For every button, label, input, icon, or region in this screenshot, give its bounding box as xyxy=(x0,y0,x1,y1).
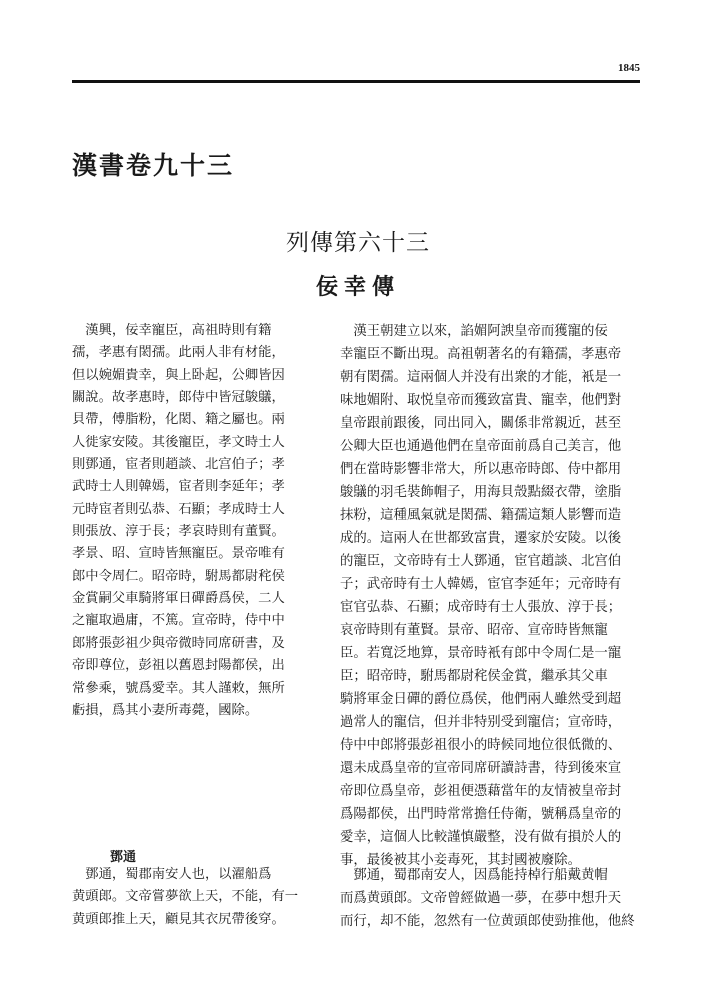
text-line: 的寵臣，文帝時有士人鄧通，宦官趙談、北宫伯 xyxy=(340,554,622,569)
subsection-title: 鄧通 xyxy=(110,850,137,865)
text-line: 則鄧通，宦者則趙談、北宫伯子；孝 xyxy=(72,457,285,473)
text-line: 公卿大臣也通過他們在皇帝面前爲自己美言，他 xyxy=(340,439,622,454)
modern-text-column-2 xyxy=(340,864,640,933)
text-line: 元時宦者則弘恭、石顯；孝成時士人 xyxy=(72,501,285,517)
text-line: 貝帶，傅脂粉，化閎、籍之屬也。兩 xyxy=(72,412,285,428)
text-line: 帝即位爲皇帝，彭祖便憑藉當年的友情被皇帝封 xyxy=(340,784,622,799)
text-line: 虧損，爲其小妻所毒薨，國除。 xyxy=(72,702,259,718)
text-line: 味地媚附、取悦皇帝而獲致富貴、寵幸，他們對 xyxy=(340,393,622,408)
text-line: 皇帝跟前跟後，同出同入，關係非常親近，甚至 xyxy=(340,416,622,431)
text-line: 漢王朝建立以來，諂媚阿諛皇帝而獲寵的佞 xyxy=(340,324,608,339)
text-line: 鄧通，蜀郡南安人，因爲能持棹行船戴黄帽 xyxy=(340,868,608,883)
text-line: 哀帝時則有董賢。景帝、昭帝、宣帝時皆無寵 xyxy=(340,623,608,638)
text-line: 關說。故孝惠時，郎侍中皆冠鵔鸃， xyxy=(72,390,285,406)
text-line: 幸寵臣不斷出現。高祖朝著名的有籍孺，孝惠帝 xyxy=(340,347,622,362)
text-line: 常參乘，號爲愛幸。其人謹敕，無所 xyxy=(72,680,285,696)
text-line: 而爲黄頭郎。文帝曾經做過一夢，在夢中想升天 xyxy=(340,891,622,906)
text-line: 鄧通，蜀郡南安人也，以濯船爲 xyxy=(72,867,272,882)
text-line: 武時士人則韓嫣，宦者則李延年；孝 xyxy=(72,479,285,495)
page-number: 1845 xyxy=(618,62,640,74)
text-line: 還未成爲皇帝的宣帝同席研讀詩書，待到後來宣 xyxy=(340,761,622,776)
text-line: 爲陽都侯，出門時常常擔任侍衛，號稱爲皇帝的 xyxy=(340,807,622,822)
text-line: 宦官弘恭、石顯；成帝時有士人張放、淳于長； xyxy=(340,600,622,615)
text-line: 侍中中郎將張彭祖很小的時候同地位很低微的、 xyxy=(340,738,622,753)
text-line: 郎中令周仁。昭帝時，駙馬都尉秺侯 xyxy=(72,568,285,584)
text-line: 成的。這兩人在世都致富貴，遷家於安陵。以後 xyxy=(340,531,622,546)
text-line: 子；武帝時有士人韓嫣，宦官李延年；元帝時有 xyxy=(340,577,622,592)
book-title: 漢書卷九十三 xyxy=(72,151,235,180)
chapter-title: 列傳第六十三 xyxy=(286,230,430,256)
text-line: 孝景、昭、宣時皆無寵臣。景帝唯有 xyxy=(72,546,285,562)
text-line: 之寵取過庸，不篤。宣帝時，侍中中 xyxy=(72,613,285,629)
text-line: 朝有閎孺。這兩個人并没有出衆的才能，衹是一 xyxy=(340,370,622,385)
text-line: 鵔鸃的羽毛裝飾帽子，用海貝殼點綴衣帶，塗脂 xyxy=(340,485,622,500)
text-line: 過常人的寵信，但并非特别受到寵信；宣帝時， xyxy=(340,715,622,730)
text-line: 黄頭郎推上天，顧見其衣尻帶後穿。 xyxy=(72,911,285,927)
text-line: 騎將軍金日磾的爵位爲侯，他們兩人雖然受到超 xyxy=(340,692,622,707)
text-line: 們在當時影響非常大，所以惠帝時郎、侍中都用 xyxy=(340,462,622,477)
text-line: 黄頭郎。文帝嘗夢欲上天，不能，有一 xyxy=(72,889,299,905)
text-line: 但以婉媚貴幸，與上卧起，公卿皆因 xyxy=(72,367,285,383)
text-line: 金賞嗣父車騎將軍日磾爵爲侯，二人 xyxy=(72,591,285,607)
text-line: 郎將張彭祖少與帝微時同席研書，及 xyxy=(72,635,285,651)
classical-text-column-2 xyxy=(72,864,332,931)
text-line: 愛幸，這個人比較謹慎嚴整，没有做有損於人的 xyxy=(340,830,622,845)
text-line: 而行，却不能，忽然有一位黄頭郎使勁推他，他終 xyxy=(340,914,635,929)
section-title: 佞幸傳 xyxy=(315,274,400,300)
text-line: 臣。若寬泛地算，景帝時衹有郎中令周仁是一寵 xyxy=(340,646,622,661)
classical-text-column xyxy=(72,320,332,722)
text-line: 事，最後被其小妾毒死，其封國被廢除。 xyxy=(340,853,582,868)
text-line: 則張放、淳于長；孝哀時則有董賢。 xyxy=(72,524,285,540)
text-line: 臣；昭帝時，駙馬都尉秺侯金賞，繼承其父車 xyxy=(340,669,608,684)
text-line: 抹粉，這種風氣就是閎孺、籍孺這類人影響而造 xyxy=(340,508,622,523)
modern-text-column xyxy=(340,320,640,872)
text-line: 漢興，佞幸寵臣，高祖時則有籍 xyxy=(72,323,272,338)
text-line: 帝即尊位，彭祖以舊恩封陽都侯，出 xyxy=(72,658,285,674)
text-line: 孺，孝惠有閎孺。此兩人非有材能， xyxy=(72,345,285,361)
header-rule xyxy=(72,80,640,83)
text-line: 人徙家安陵。其後寵臣，孝文時士人 xyxy=(72,434,285,450)
